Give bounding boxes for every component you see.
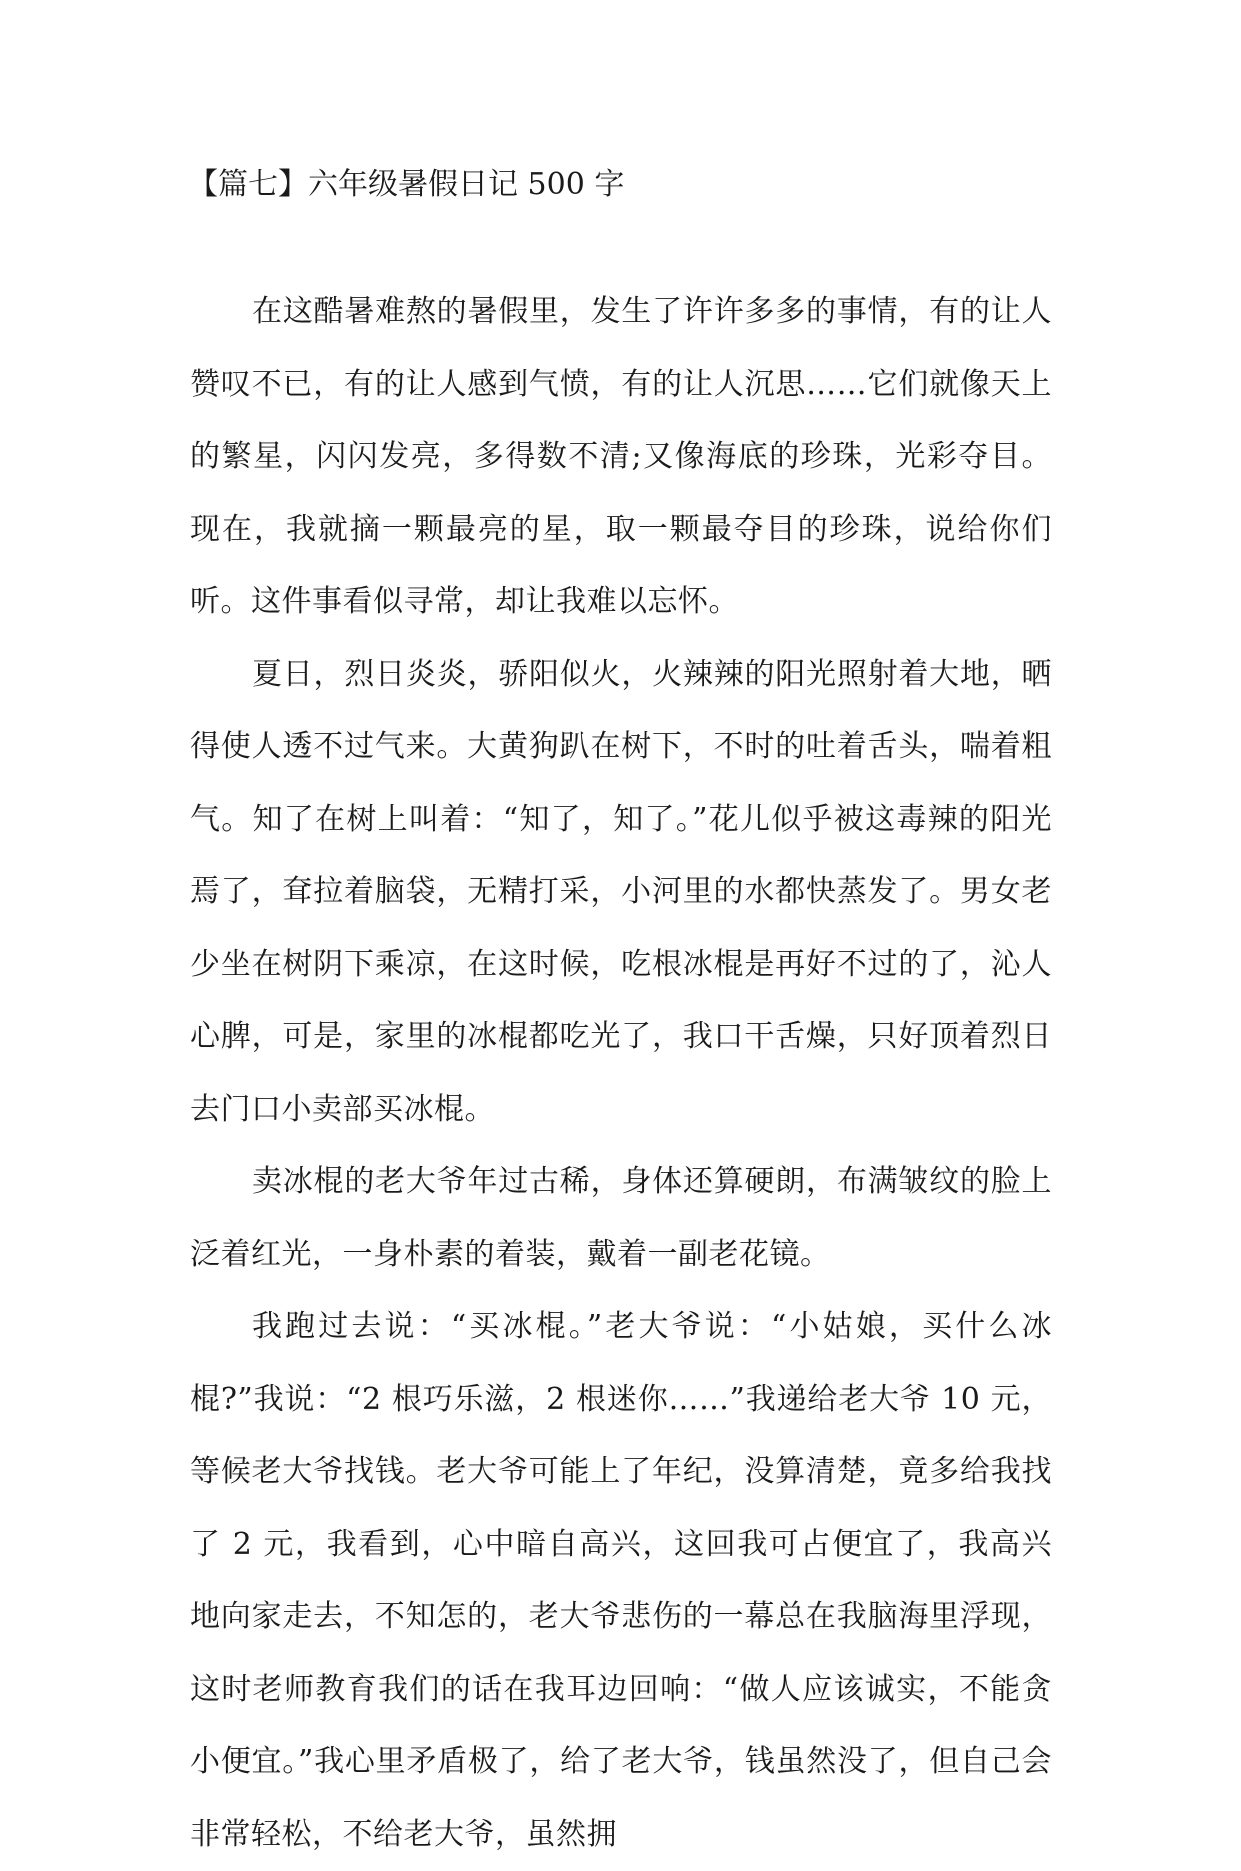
paragraph: 我跑过去说：“买冰棍。”老大爷说：“小姑娘，买什么冰棍?”我说：“2 根巧乐滋，2 根迷你……”我递给老大爷 10 元，等候老大爷找钱。老大爷可能上了年纪，没算清楚，竟多给我找了 2 元，我看到，心中暗自高兴，这回我可占便宜了，我高兴地向家走去，不知怎的，老大爷悲伤的一幕总在我脑海里浮现，这时老师教育我们的话在我耳边回响：“做人应该诚实，不能贪小便宜。”我心里矛盾极了，给了老大爷，钱虽然没了，但自己会非常轻松，不给老大爷，虽然拥 bbox=[190, 1309, 1052, 1852]
paragraph: 在这酷暑难熬的暑假里，发生了许许多多的事情，有的让人赞叹不已，有的让人感到气愤，有的让人沉思……它们就像天上的繁星，闪闪发亮，多得数不清;又像海底的珍珠，光彩夺目。现在，我就摘一颗最亮的星，取一颗最夺目的珍珠，说给你们听。这件事看似寻常，却让我难以忘怀。 bbox=[190, 294, 1052, 619]
paragraph: 夏日，烈日炎炎，骄阳似火，火辣辣的阳光照射着大地，晒得使人透不过气来。大黄狗趴在树下，不时的吐着舌头，喘着粗气。知了在树上叫着：“知了，知了。”花儿似乎被这毒辣的阳光焉了，耷拉着脑袋，无精打采，小河里的水都快蒸发了。男女老少坐在树阴下乘凉，在这时候，吃根冰棍是再好不过的了，沁人心脾，可是，家里的冰棍都吃光了，我口干舌燥，只好顶着烈日去门口小卖部买冰棍。 bbox=[190, 656, 1052, 1127]
document-body bbox=[190, 276, 1052, 1871]
document-title: 【篇七】六年级暑假日记 500 字 bbox=[188, 167, 625, 202]
paragraph: 卖冰棍的老大爷年过古稀，身体还算硬朗，布满皱纹的脸上泛着红光，一身朴素的着装，戴着一副老花镜。 bbox=[190, 1164, 1052, 1272]
